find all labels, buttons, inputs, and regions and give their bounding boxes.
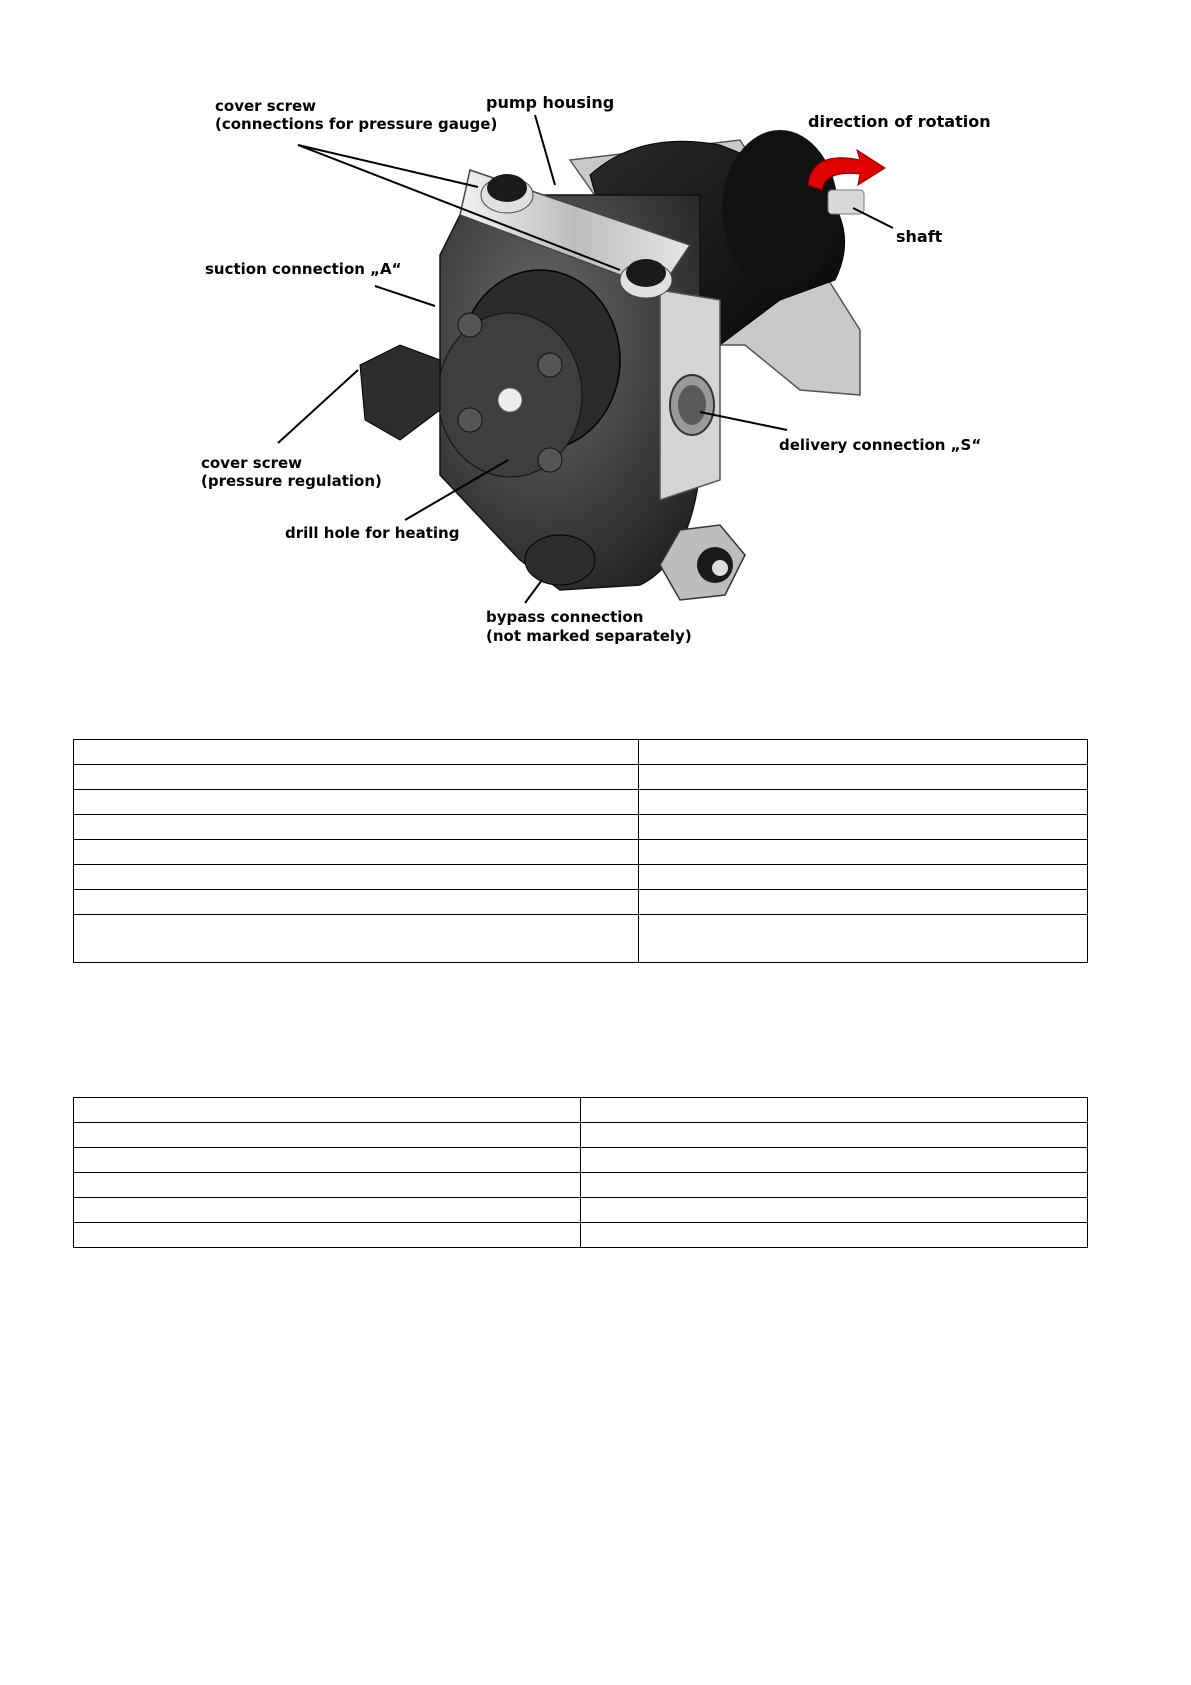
table-cell — [74, 790, 639, 815]
table-cell — [74, 1223, 581, 1248]
table-cell — [74, 1098, 581, 1123]
spec-table-1 — [73, 739, 1088, 963]
table-cell — [581, 1098, 1088, 1123]
table-row — [74, 840, 1088, 865]
table-cell — [74, 740, 639, 765]
regulation-nut — [360, 345, 440, 440]
table-cell — [74, 915, 639, 963]
table-row — [74, 865, 1088, 890]
bypass-port — [525, 535, 595, 585]
table-cell — [581, 1123, 1088, 1148]
table-cell — [74, 840, 639, 865]
label-drill-hole: drill hole for heating — [285, 524, 460, 542]
table-row — [74, 1123, 1088, 1148]
table-cell — [639, 790, 1088, 815]
table-cell — [74, 1173, 581, 1198]
table-cell — [581, 1148, 1088, 1173]
table-cell — [639, 740, 1088, 765]
table-cell — [639, 865, 1088, 890]
motor-end — [722, 130, 838, 290]
label-cover-screw-gauge: cover screw — [215, 97, 317, 115]
table-cell — [639, 815, 1088, 840]
label-cover-screw-regulation: cover screw — [201, 454, 303, 472]
spec-table-2 — [73, 1097, 1088, 1248]
label-shaft: shaft — [896, 227, 943, 246]
label-direction-of-rotation: direction of rotation — [808, 112, 991, 131]
label-suction-connection: suction connection „A“ — [205, 260, 402, 278]
table-cell — [74, 1198, 581, 1223]
label-cover-screw-gauge-sub: (connections for pressure gauge) — [215, 115, 498, 133]
table-row — [74, 790, 1088, 815]
table-cell — [581, 1173, 1088, 1198]
table-row — [74, 815, 1088, 840]
label-bypass-connection-sub: (not marked separately) — [486, 627, 692, 645]
table-cell — [74, 1148, 581, 1173]
table-cell — [639, 915, 1088, 963]
table-cell — [581, 1223, 1088, 1248]
table-cell — [639, 890, 1088, 915]
table-cell — [639, 765, 1088, 790]
table-row — [74, 1223, 1088, 1248]
table-cell — [639, 840, 1088, 865]
label-bypass-connection: bypass connection — [486, 608, 644, 626]
table-cell — [74, 865, 639, 890]
cover-screw-icon — [626, 259, 666, 287]
table-cell — [74, 815, 639, 840]
table-cell — [74, 765, 639, 790]
table-row — [74, 765, 1088, 790]
label-pump-housing: pump housing — [486, 93, 615, 112]
table-cell — [74, 890, 639, 915]
table-row — [74, 1148, 1088, 1173]
pump-figure — [0, 0, 1191, 660]
table-row — [74, 890, 1088, 915]
table-cell — [74, 1123, 581, 1148]
table-cell — [581, 1198, 1088, 1223]
table-row — [74, 1098, 1088, 1123]
table-row — [74, 1198, 1088, 1223]
cover-screw-icon — [487, 174, 527, 202]
table-row — [74, 1173, 1088, 1198]
label-delivery-connection: delivery connection „S“ — [779, 436, 982, 454]
table-row — [74, 915, 1088, 963]
flange-center — [498, 388, 522, 412]
table-row — [74, 740, 1088, 765]
label-cover-screw-regulation-sub: (pressure regulation) — [201, 472, 382, 490]
